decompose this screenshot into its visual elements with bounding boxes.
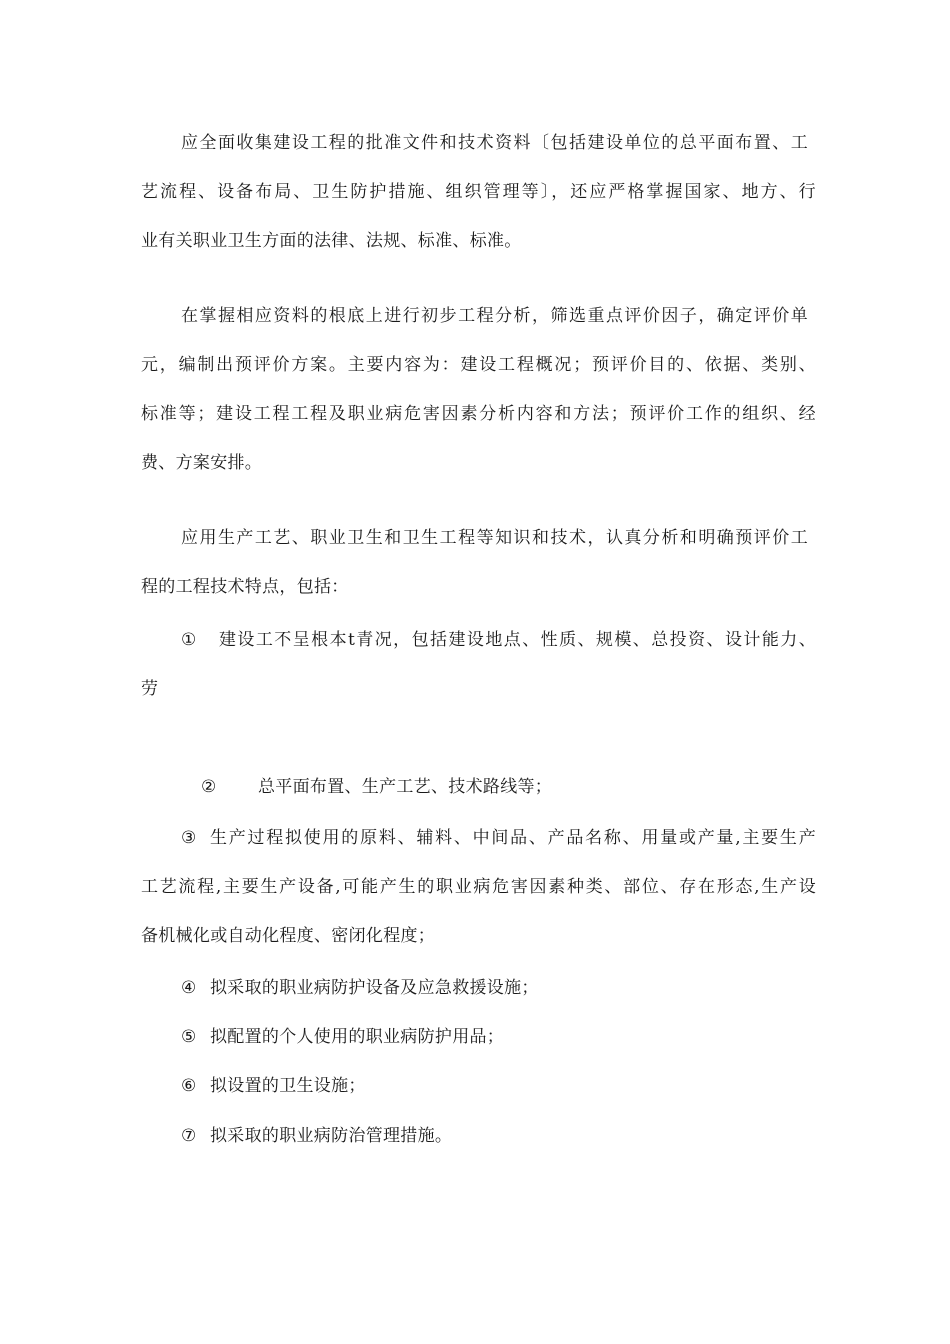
paragraph-1-line-1: 应全面收集建设工程的批准文件和技术资料〔包括建设单位的总平面布置、工 — [181, 133, 808, 153]
list-item-text: 生产过程拟使用的原料、辅料、中间品、产品名称、用量或产量,主要生产 — [210, 828, 816, 848]
paragraph-2-line-2: 元，编制出预评价方案。主要内容为：建设工程概况；预评价目的、依据、类别、 — [141, 355, 816, 375]
paragraph-2-line-3: 标准等；建设工程工程及职业病危害因素分析内容和方法；预评价工作的组织、经 — [141, 404, 816, 424]
paragraph-3-line-2: 程的工程技术特点，包括： — [141, 577, 349, 597]
list-item-text: 总平面布置、生产工艺、技术路线等； — [258, 777, 553, 797]
list-item-number: ① — [181, 630, 197, 650]
list-item-continuation: 备机械化或自动化程度、密闭化程度； — [141, 926, 436, 946]
list-item-continuation: 工艺流程,主要生产设备,可能产生的职业病危害因素种类、部位、存在形态,生产设 — [141, 877, 816, 897]
list-item-number: ② — [201, 777, 217, 797]
list-item-number: ⑤ — [181, 1027, 197, 1047]
list-item-text: 拟采取的职业病防治管理措施。 — [210, 1126, 453, 1146]
paragraph-3-line-1: 应用生产工艺、职业卫生和卫生工程等知识和技术，认真分析和明确预评价工 — [181, 528, 808, 548]
list-item-number: ⑥ — [181, 1076, 197, 1096]
list-item-number: ⑦ — [181, 1126, 197, 1146]
paragraph-2-line-1: 在掌握相应资料的根底上进行初步工程分析，筛选重点评价因子，确定评价单 — [181, 306, 808, 326]
list-item-text: 建设工不呈根本t青况，包括建设地点、性质、规模、总投资、设计能力、 — [219, 630, 816, 650]
list-item-number: ③ — [181, 828, 197, 848]
list-item-number: ④ — [181, 978, 197, 998]
paragraph-1-line-2: 艺流程、设备布局、卫生防护措施、组织管理等〕，还应严格掌握国家、地方、行 — [141, 182, 816, 202]
list-item-text: 拟配置的个人使用的职业病防护用品； — [210, 1027, 505, 1047]
paragraph-2-line-4: 费、方案安排。 — [141, 453, 263, 473]
list-item-text: 拟采取的职业病防护设备及应急救援设施； — [210, 978, 539, 998]
list-item-continuation: 劳 — [141, 679, 159, 699]
paragraph-1-line-3: 业有关职业卫生方面的法律、法规、标准、标准。 — [141, 231, 522, 251]
list-item-text: 拟设置的卫生设施； — [210, 1076, 366, 1096]
